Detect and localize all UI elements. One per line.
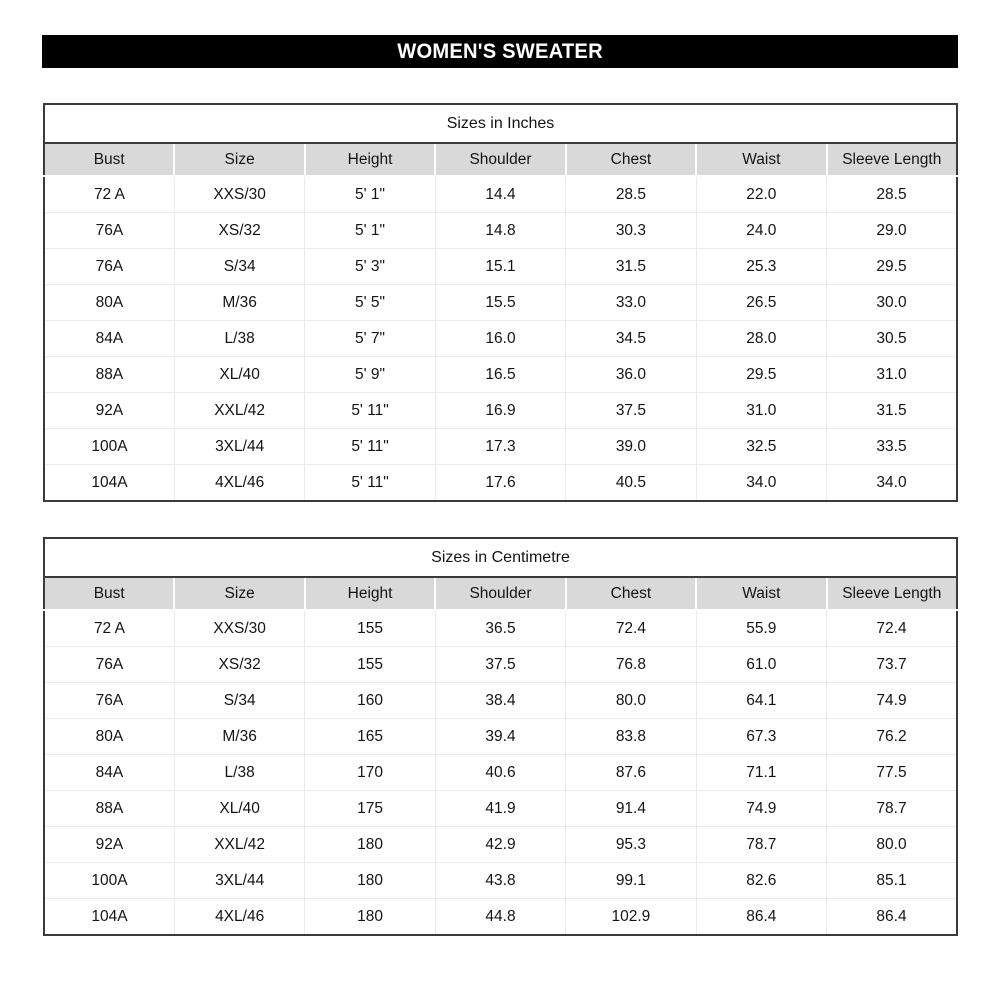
table-row — [44, 647, 957, 683]
table-cell: 74.9 — [696, 791, 826, 827]
table-cell: 76A — [44, 213, 174, 249]
table-cell: 104A — [44, 465, 174, 502]
table-header-row — [44, 577, 957, 610]
table-cell: 170 — [305, 755, 435, 791]
table-cell: 39.0 — [566, 429, 696, 465]
header-cell-chest: Chest — [566, 143, 696, 176]
table-cell: 180 — [305, 863, 435, 899]
table-cell: 67.3 — [696, 719, 826, 755]
table-cell: XXS/30 — [174, 176, 304, 213]
header-cell-bust: Bust — [44, 143, 174, 176]
table-cell: XS/32 — [174, 647, 304, 683]
table-cell: 29.0 — [827, 213, 957, 249]
table-cell: 31.0 — [696, 393, 826, 429]
size-table-inches-container — [43, 103, 958, 502]
header-cell-waist: Waist — [696, 577, 826, 610]
table-cell: 5' 1" — [305, 176, 435, 213]
page-title: WOMEN'S SWEATER — [397, 39, 603, 63]
table-cell: M/36 — [174, 285, 304, 321]
table-cell: 91.4 — [566, 791, 696, 827]
header-cell-shoulder: Shoulder — [435, 143, 565, 176]
table-cell: 5' 11" — [305, 429, 435, 465]
table-cell: 100A — [44, 429, 174, 465]
table-cell: 100A — [44, 863, 174, 899]
size-table-centimetre-container — [43, 537, 958, 936]
table-cell: 32.5 — [696, 429, 826, 465]
table-cell: 87.6 — [566, 755, 696, 791]
size-table-centimetre — [43, 537, 958, 936]
table-cell: 33.0 — [566, 285, 696, 321]
table-cell: XL/40 — [174, 791, 304, 827]
table-cell: 22.0 — [696, 176, 826, 213]
table-cell: 77.5 — [827, 755, 957, 791]
table-cell: 37.5 — [435, 647, 565, 683]
table-row — [44, 357, 957, 393]
table-row — [44, 863, 957, 899]
table-cell: 16.0 — [435, 321, 565, 357]
table-cell: 37.5 — [566, 393, 696, 429]
table-cell: 78.7 — [827, 791, 957, 827]
table-cell: 5' 5" — [305, 285, 435, 321]
table-cell: 16.5 — [435, 357, 565, 393]
table-cell: 84A — [44, 755, 174, 791]
table-cell: 86.4 — [696, 899, 826, 936]
table-cell: 43.8 — [435, 863, 565, 899]
table-cell: 102.9 — [566, 899, 696, 936]
table-cell: M/36 — [174, 719, 304, 755]
table-cell: 155 — [305, 647, 435, 683]
table-cell: 25.3 — [696, 249, 826, 285]
table-cell: 88A — [44, 357, 174, 393]
table-cell: 29.5 — [827, 249, 957, 285]
table-title-row — [44, 538, 957, 577]
table-cell: 4XL/46 — [174, 465, 304, 502]
table-cell: 34.0 — [827, 465, 957, 502]
table-cell: 85.1 — [827, 863, 957, 899]
table-cell: 83.8 — [566, 719, 696, 755]
header-cell-chest: Chest — [566, 577, 696, 610]
table-cell: 41.9 — [435, 791, 565, 827]
table-cell: 38.4 — [435, 683, 565, 719]
table-cell: 5' 3" — [305, 249, 435, 285]
table-cell: 92A — [44, 393, 174, 429]
table-cell: 26.5 — [696, 285, 826, 321]
table-title: Sizes in Inches — [44, 104, 957, 143]
header-cell-shoulder: Shoulder — [435, 577, 565, 610]
table-cell: 88A — [44, 791, 174, 827]
table-cell: 34.0 — [696, 465, 826, 502]
table-cell: 31.0 — [827, 357, 957, 393]
header-cell-height: Height — [305, 143, 435, 176]
table-cell: 72 A — [44, 176, 174, 213]
table-cell: 99.1 — [566, 863, 696, 899]
table-cell: 71.1 — [696, 755, 826, 791]
table-cell: L/38 — [174, 321, 304, 357]
table-cell: 5' 9" — [305, 357, 435, 393]
header-cell-sleeve-length: Sleeve Length — [827, 143, 957, 176]
table-cell: 74.9 — [827, 683, 957, 719]
table-title-row — [44, 104, 957, 143]
table-cell: S/34 — [174, 249, 304, 285]
table-cell: 24.0 — [696, 213, 826, 249]
table-cell: 61.0 — [696, 647, 826, 683]
header-cell-size: Size — [174, 143, 304, 176]
table-cell: XXS/30 — [174, 610, 304, 647]
table-cell: 76.8 — [566, 647, 696, 683]
table-cell: 14.8 — [435, 213, 565, 249]
table-cell: 180 — [305, 827, 435, 863]
table-cell: 64.1 — [696, 683, 826, 719]
table-cell: 28.5 — [566, 176, 696, 213]
table-cell: 36.0 — [566, 357, 696, 393]
table-cell: 80.0 — [827, 827, 957, 863]
header-cell-height: Height — [305, 577, 435, 610]
table-cell: 15.1 — [435, 249, 565, 285]
table-cell: 36.5 — [435, 610, 565, 647]
table-cell: 28.0 — [696, 321, 826, 357]
size-table-inches — [43, 103, 958, 502]
table-cell: 76A — [44, 249, 174, 285]
table-cell: 33.5 — [827, 429, 957, 465]
table-cell: 30.5 — [827, 321, 957, 357]
table-cell: 5' 11" — [305, 393, 435, 429]
page-title-banner — [42, 35, 958, 68]
table-cell: 5' 7" — [305, 321, 435, 357]
table-cell: 4XL/46 — [174, 899, 304, 936]
table-row — [44, 791, 957, 827]
table-cell: XXL/42 — [174, 393, 304, 429]
table-row — [44, 610, 957, 647]
table-cell: 76.2 — [827, 719, 957, 755]
table-cell: 175 — [305, 791, 435, 827]
table-cell: 30.0 — [827, 285, 957, 321]
table-row — [44, 755, 957, 791]
table-row — [44, 393, 957, 429]
table-cell: 15.5 — [435, 285, 565, 321]
table-cell: 31.5 — [827, 393, 957, 429]
table-cell: 84A — [44, 321, 174, 357]
table-cell: 80A — [44, 285, 174, 321]
table-row — [44, 899, 957, 936]
table-cell: 3XL/44 — [174, 429, 304, 465]
table-cell: S/34 — [174, 683, 304, 719]
table-cell: 104A — [44, 899, 174, 936]
table-cell: 160 — [305, 683, 435, 719]
table-cell: 76A — [44, 647, 174, 683]
table-cell: 82.6 — [696, 863, 826, 899]
table-cell: XL/40 — [174, 357, 304, 393]
table-cell: 80A — [44, 719, 174, 755]
table-cell: XXL/42 — [174, 827, 304, 863]
table-cell: 55.9 — [696, 610, 826, 647]
table-cell: L/38 — [174, 755, 304, 791]
table-row — [44, 719, 957, 755]
table-header-row — [44, 143, 957, 176]
table-row — [44, 429, 957, 465]
table-cell: 16.9 — [435, 393, 565, 429]
table-cell: 28.5 — [827, 176, 957, 213]
header-cell-waist: Waist — [696, 143, 826, 176]
table-cell: 3XL/44 — [174, 863, 304, 899]
table-cell: 76A — [44, 683, 174, 719]
header-cell-sleeve-length: Sleeve Length — [827, 577, 957, 610]
table-cell: 34.5 — [566, 321, 696, 357]
table-cell: 42.9 — [435, 827, 565, 863]
table-row — [44, 321, 957, 357]
table-cell: XS/32 — [174, 213, 304, 249]
table-row — [44, 465, 957, 502]
table-cell: 92A — [44, 827, 174, 863]
table-cell: 29.5 — [696, 357, 826, 393]
table-cell: 39.4 — [435, 719, 565, 755]
table-cell: 72.4 — [566, 610, 696, 647]
table-cell: 86.4 — [827, 899, 957, 936]
table-cell: 5' 11" — [305, 465, 435, 502]
table-cell: 180 — [305, 899, 435, 936]
table-cell: 155 — [305, 610, 435, 647]
table-row — [44, 683, 957, 719]
table-cell: 17.6 — [435, 465, 565, 502]
table-cell: 78.7 — [696, 827, 826, 863]
table-cell: 72.4 — [827, 610, 957, 647]
table-row — [44, 176, 957, 213]
table-row — [44, 249, 957, 285]
table-cell: 44.8 — [435, 899, 565, 936]
table-cell: 40.6 — [435, 755, 565, 791]
table-cell: 40.5 — [566, 465, 696, 502]
table-cell: 72 A — [44, 610, 174, 647]
table-title: Sizes in Centimetre — [44, 538, 957, 577]
table-cell: 31.5 — [566, 249, 696, 285]
table-row — [44, 285, 957, 321]
table-cell: 14.4 — [435, 176, 565, 213]
header-cell-size: Size — [174, 577, 304, 610]
table-cell: 17.3 — [435, 429, 565, 465]
table-cell: 5' 1" — [305, 213, 435, 249]
table-row — [44, 213, 957, 249]
table-cell: 80.0 — [566, 683, 696, 719]
header-cell-bust: Bust — [44, 577, 174, 610]
table-cell: 165 — [305, 719, 435, 755]
table-row — [44, 827, 957, 863]
table-cell: 95.3 — [566, 827, 696, 863]
table-cell: 30.3 — [566, 213, 696, 249]
table-cell: 73.7 — [827, 647, 957, 683]
